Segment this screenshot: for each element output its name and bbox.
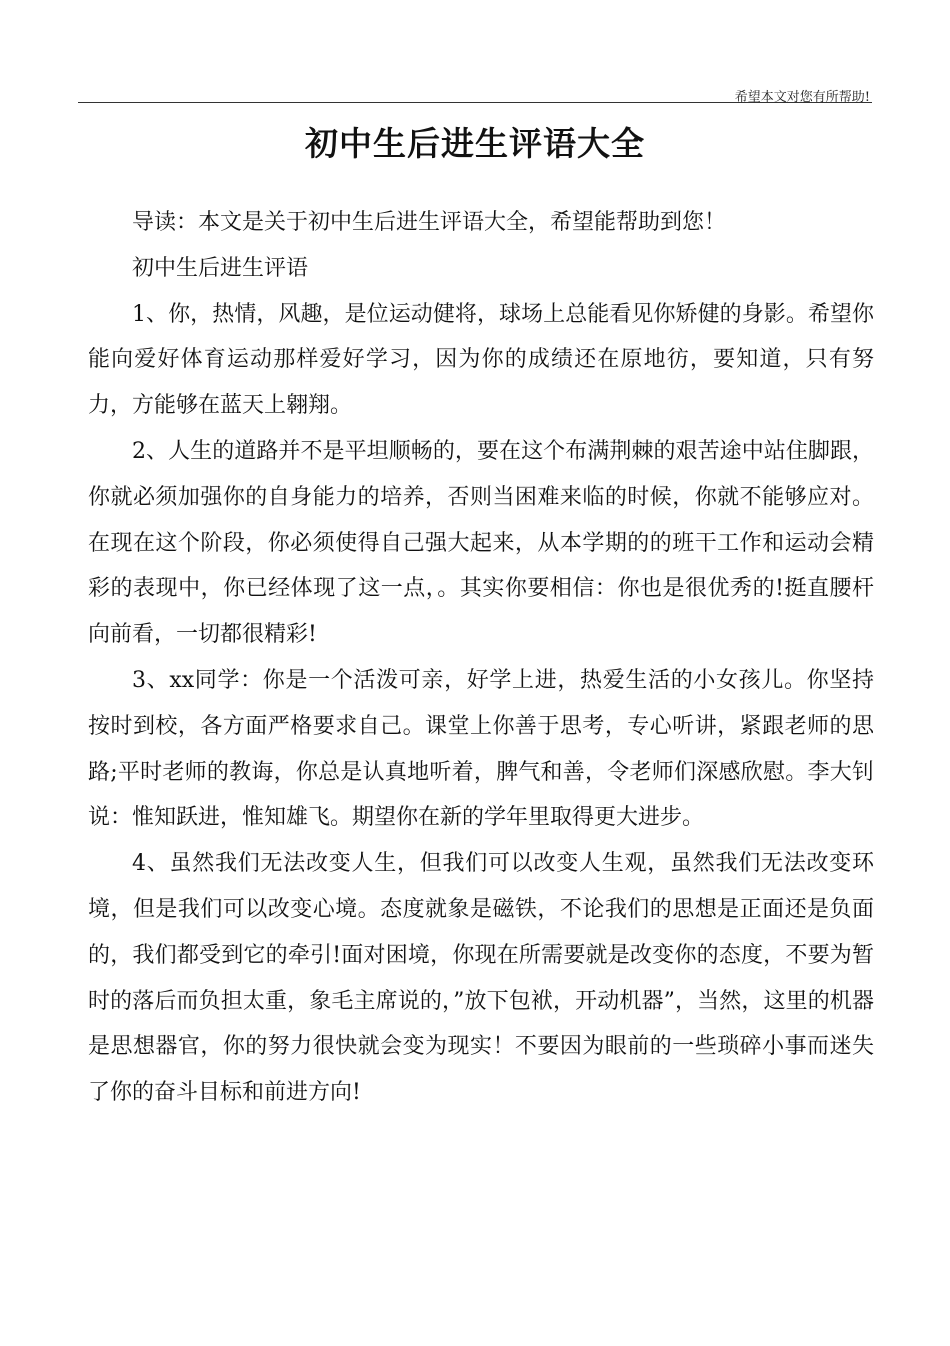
intro-paragraph: 导读：本文是关于初中生后进生评语大全，希望能帮助到您！ xyxy=(132,210,727,235)
header-divider xyxy=(78,102,872,103)
document-title: 初中生后进生评语大全 xyxy=(305,124,645,163)
comment-paragraph-2: 2、人生的道路并不是平坦顺畅的，要在这个布满荆棘的艰苦途中站住脚跟，你就必须加强你的自身能力的培养，否则当困难来临的时候，你就不能够应对。在现在这个阶段，你必须使得自己强大起来，从本学期的的班干工作和运动会精彩的表现中，你已经体现了这一点，。其实你要相信：你也是很优秀的!挺直腰杆向前看，一切都很精彩! xyxy=(88,438,874,648)
comment-paragraph-3: 3、xx同学：你是一个活泼可亲，好学上进，热爱生活的小女孩儿。你坚持按时到校，各方面严格要求自己。课堂上你善于思考，专心听讲，紧跟老师的思路;平时老师的教诲，你总是认真地听着，脾气和善，令老师们深感欣慰。李大钊说：惟知跃进，惟知雄飞。期望你在新的学年里取得更大进步。 xyxy=(88,667,874,831)
document-body xyxy=(88,200,874,1116)
section-heading: 初中生后进生评语 xyxy=(132,255,309,281)
comment-paragraph-1: 1、你，热情，风趣，是位运动健将，球场上总能看见你矫健的身影。希望你能向爱好体育运动那样爱好学习，因为你的成绩还在原地彷，要知道，只有努力，方能够在蓝天上翱翔。 xyxy=(88,301,874,419)
comment-paragraph-4: 4、虽然我们无法改变人生，但我们可以改变人生观，虽然我们无法改变环境，但是我们可以改变心境。态度就象是磁铁，不论我们的思想是正面还是负面的，我们都受到它的牵引!面对困境，你现在所需要就是改变你的态度，不要为暂时的落后而负担太重，象毛主席说的，”放下包袱，开动机器”，当然，这里的机器是思想器官，你的努力很快就会变为现实！不要因为眼前的一些琐碎小事而迷失了你的奋斗目标和前进方向! xyxy=(88,851,874,1106)
header-note: 希望本文对您有所帮助! xyxy=(734,90,870,105)
